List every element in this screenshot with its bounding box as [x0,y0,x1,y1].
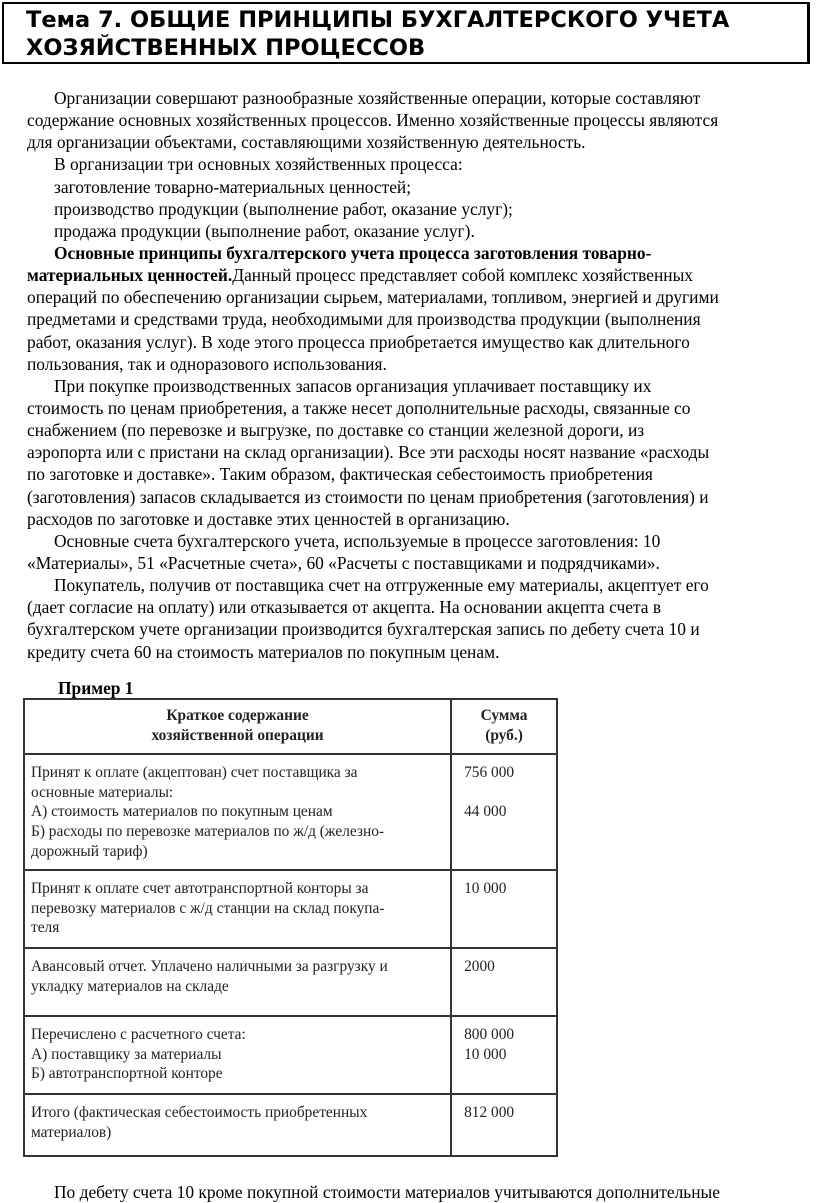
sum-value: 2000 [464,958,495,976]
topic-title-line-2: ХОЗЯЙСТВЕННЫХ ПРОЦЕССОВ [26,35,426,61]
table-row [24,754,557,870]
sum-cell [451,1094,557,1156]
sum-value: 44 000 [464,803,507,821]
paragraph-line: (заготовления) запасов складывается из стоимости по ценам приобретения (заготовления) и [27,486,709,507]
operation-cell [24,870,451,948]
cell-line: Б) расходы по перевозке материалов по ж/д (железно- [31,822,385,840]
header-operation-line: хозяйственной операции [151,726,324,744]
sum-cell [451,754,557,870]
cell-line: А) поставщику за материалы [31,1045,222,1063]
sum-cell [451,948,557,1016]
section-heading: Основные принципы бухгалтерского учета процесса заготовления товарно- [54,242,652,263]
header-sum-line: (руб.) [485,726,523,744]
paragraph-line: по заготовке и доставке». Таким образом, фактическая себестоимость приобретения [27,464,653,485]
header-operation-line: Краткое содержание [166,707,309,724]
continuation-line: По дебету счета 10 кроме покупной стоимости материалов учитываются дополнительные [54,1182,720,1202]
paragraph-line: предметами и средствами труда, необходимыми для производства продукции (выполнения [27,309,701,330]
header-operation [24,699,451,754]
body-text [27,87,803,663]
sum-value: 10 000 [464,880,507,898]
table-row [24,948,557,1016]
cell-line: Авансовый отчет. Уплачено наличными за разгрузку и [31,958,388,976]
list-item: продажа продукции (выполнение работ, оказание услуг). [54,220,475,241]
paragraph-line: содержание основных хозяйственных процессов. Именно хозяйственные процессы являются [27,110,719,131]
sum-value: 10 000 [464,1045,507,1063]
cell-line: Принят к оплате счет автотранспортной конторы за [31,880,369,898]
section-heading-end: материальных ценностей. [27,265,233,286]
sum-value: 800 000 [464,1026,515,1044]
sum-cell [451,870,557,948]
example-table [23,698,558,1157]
cell-line: Перечислено с расчетного счета: [31,1026,246,1044]
cell-line: Итого (фактическая себестоимость приобретенных [31,1104,368,1122]
paragraph-line: для организации объектами, составляющими хозяйственную деятельность. [27,132,586,153]
example-label: Пример 1 [58,678,134,698]
cell-line: перевозку материалов с ж/д станции на склад покупа- [31,899,385,917]
topic-title-line-1: Тема 7. ОБЩИЕ ПРИНЦИПЫ БУХГАЛТЕРСКОГО УЧЕТА [26,7,730,33]
cell-line: теля [31,919,60,937]
paragraph-line: снабжением (по перевозке и выгрузке, по доставке со станции железной дороги, из [27,420,645,441]
paragraph-line: операций по обеспечению организации сырьем, материалами, топливом, энергией и другими [27,287,719,308]
paragraph-line: В организации три основных хозяйственных процесса: [54,154,463,175]
paragraph-line: Организации совершают разнообразные хозяйственные операции, которые составляют [54,88,701,108]
sum-gap [464,783,552,803]
topic-title [2,2,810,64]
paragraph-line: расходов по заготовке и доставке этих ценностей в организацию. [27,508,510,529]
table-row [24,1094,557,1156]
sum-value: 756 000 [464,764,515,782]
header-sum-line: Сумма [480,707,528,724]
cell-line: материалов) [31,1123,112,1141]
paragraph-line [27,264,803,286]
header-sum [451,699,557,754]
paragraph-line: стоимость по ценам приобретения, а также несет дополнительные расходы, связанные со [27,397,691,418]
paragraph-text: Данный процесс представляет собой комплекс хозяйственных [232,265,693,286]
paragraph-line: Покупатель, получив от поставщика счет на отгруженные ему материалы, акцептует его [54,575,709,596]
cell-line: укладку материалов на складе [31,977,229,995]
paragraph-line: бухгалтерском учете организации производится бухгалтерская запись по дебету счета 10 и [27,619,700,640]
operation-cell [24,754,451,870]
paragraph-line: (дает согласие на оплату) или отказывается от акцепта. На основании акцепта счета в [27,597,662,618]
cell-line: дорожный тариф) [31,842,148,860]
table-row [24,870,557,948]
operation-cell [24,948,451,1016]
paragraph-line: кредиту счета 60 на стоимость материалов по покупным ценам. [27,641,500,662]
paragraph-line: работ, оказания услуг). В ходе этого процесса приобретается имущество как длительного [27,331,690,352]
list-item: заготовление товарно-материальных ценностей; [54,176,412,197]
sum-value: 812 000 [464,1104,515,1122]
table-header-row [24,699,557,754]
cell-line: основные материалы: [31,783,174,801]
cell-line: Принят к оплате (акцептован) счет поставщика за [31,764,358,782]
section-heading-line [27,242,803,264]
paragraph-line: пользования, так и одноразового использования. [27,353,387,374]
list-item: производство продукции (выполнение работ, оказание услуг); [54,198,513,219]
paragraph-line: аэропорта или с пристани на склад организации). Все эти расходы носят название «расходы [27,442,710,463]
paragraph-line: При покупке производственных запасов организация уплачивает поставщику их [54,375,652,396]
operation-cell [24,1094,451,1156]
operation-cell [24,1016,451,1094]
cell-line: А) стоимость материалов по покупным ценам [31,803,333,821]
cell-line: Б) автотранспортной конторе [31,1065,223,1083]
paragraph-line: «Материалы», 51 «Расчетные счета», 60 «Расчеты с поставщиками и подрядчиками». [27,552,660,573]
table-row [24,1016,557,1094]
paragraph-line: Основные счета бухгалтерского учета, используемые в процессе заготовления: 10 [54,530,661,551]
sum-cell [451,1016,557,1094]
